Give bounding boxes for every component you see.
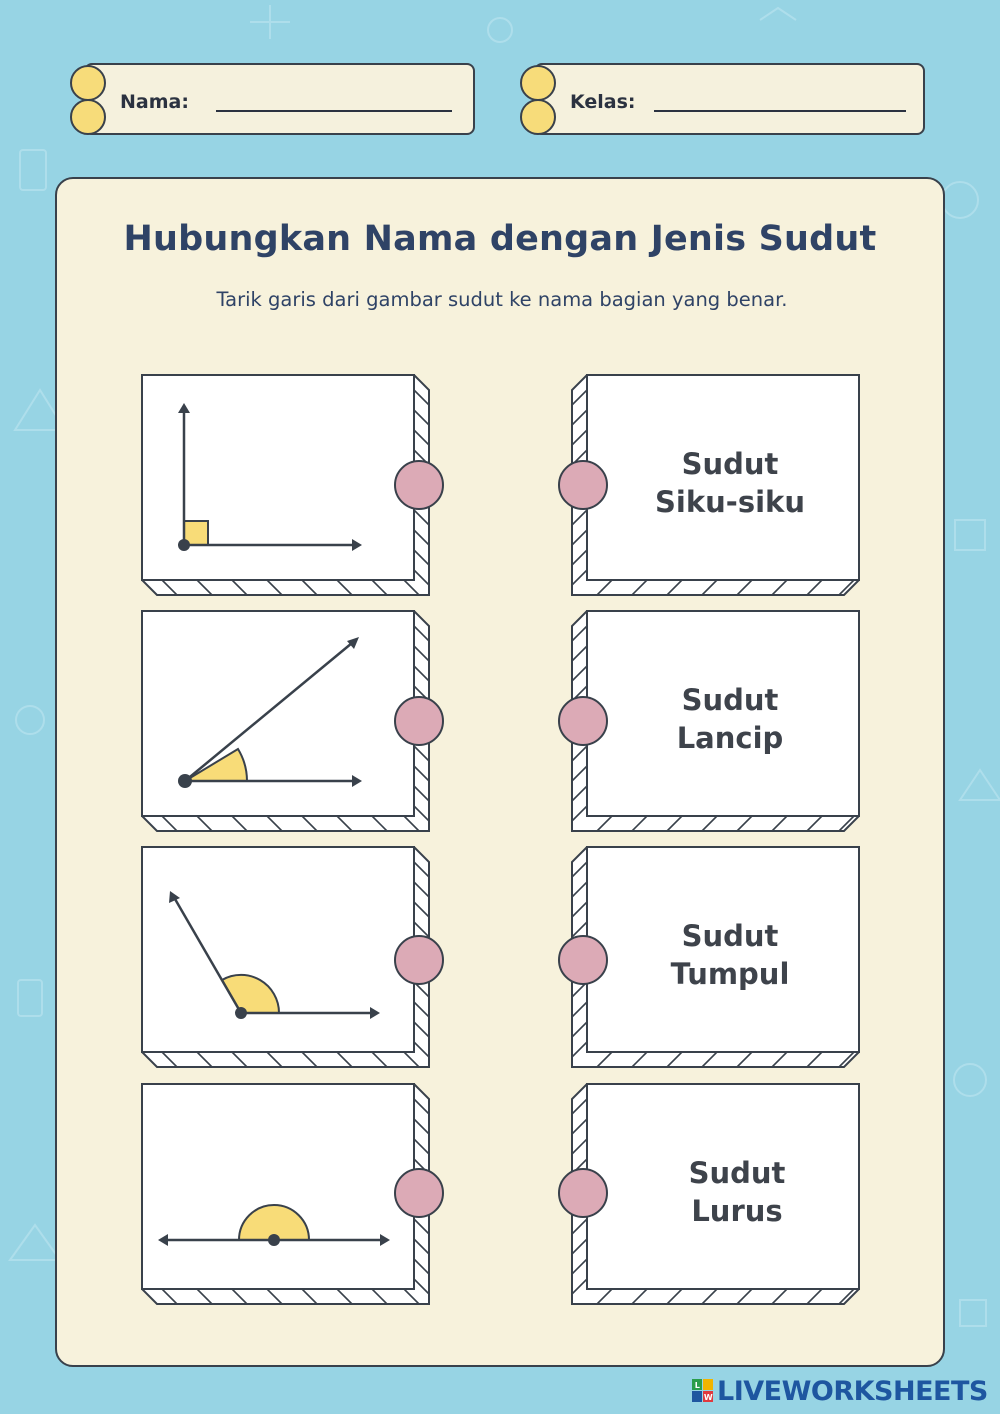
worksheet-title: Hubungkan Nama dengan Jenis Sudut bbox=[123, 219, 877, 259]
connector-dot-right-3[interactable] bbox=[558, 935, 608, 985]
liveworksheets-logo-icon bbox=[692, 1379, 714, 1403]
binder-rings-icon bbox=[518, 63, 558, 139]
name-card-label bbox=[588, 681, 872, 757]
name-line-1: Sudut bbox=[681, 447, 779, 481]
connector-dot-right-4[interactable] bbox=[558, 1168, 608, 1218]
connector-dot-left-2[interactable] bbox=[394, 696, 444, 746]
name-line-2: Siku-siku bbox=[655, 485, 805, 519]
name-card-label bbox=[602, 1154, 872, 1230]
name-line-1: Sudut bbox=[681, 683, 779, 717]
name-card-acute bbox=[572, 611, 872, 831]
name-line-2: Lurus bbox=[691, 1194, 783, 1228]
name-card-right-angle bbox=[572, 375, 872, 595]
name-card-label bbox=[588, 917, 872, 993]
name-label: Nama: bbox=[120, 91, 189, 113]
name-line-1: Sudut bbox=[688, 1156, 786, 1190]
name-card-straight bbox=[572, 1084, 872, 1304]
name-line-2: Tumpul bbox=[670, 957, 790, 991]
name-card-label bbox=[588, 445, 872, 521]
class-field[interactable] bbox=[534, 63, 925, 135]
connector-dot-right-2[interactable] bbox=[558, 696, 608, 746]
name-card-obtuse bbox=[572, 847, 872, 1067]
svg-text:L: L bbox=[694, 1381, 700, 1390]
name-line-2: Lancip bbox=[676, 721, 784, 755]
watermark-text: LIVEWORKSHEETS bbox=[717, 1376, 988, 1407]
binder-rings-icon bbox=[68, 63, 108, 139]
class-answer-line[interactable] bbox=[654, 110, 906, 112]
worksheet-panel bbox=[55, 177, 945, 1367]
name-answer-line[interactable] bbox=[216, 110, 452, 112]
connector-dot-left-1[interactable] bbox=[394, 460, 444, 510]
class-label: Kelas: bbox=[570, 91, 636, 113]
connector-dot-left-3[interactable] bbox=[394, 935, 444, 985]
worksheet-instruction: Tarik garis dari gambar sudut ke nama bagian yang benar. bbox=[216, 288, 788, 311]
connector-dot-left-4[interactable] bbox=[394, 1168, 444, 1218]
name-field[interactable] bbox=[84, 63, 475, 135]
svg-text:W: W bbox=[703, 1393, 713, 1402]
name-line-1: Sudut bbox=[681, 919, 779, 953]
connector-dot-right-1[interactable] bbox=[558, 460, 608, 510]
